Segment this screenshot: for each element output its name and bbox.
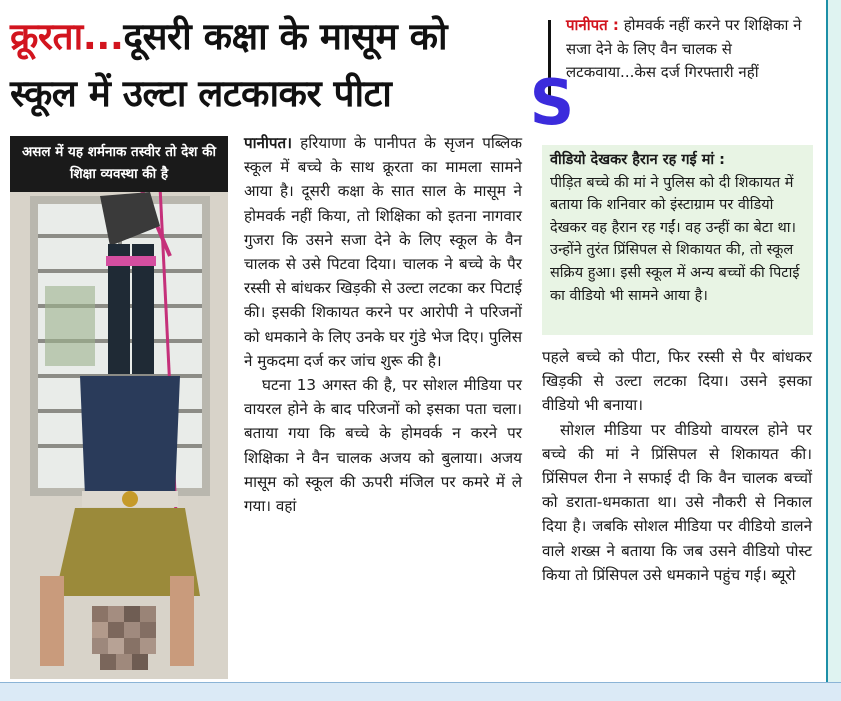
side-box-text: पीड़ित बच्चे की मां ने पुलिस को दी शिकायत में बताया कि शनिवार को इंस्टाग्राम पर वीडियो देखकर वह हैरान रह गईं। वह उन्हीं का बेटा था। उन्होंने तुरंत प्रिंसिपल से शिकायत की, तो स्कूल सक्रिय हुआ। इसी स्कूल में अन्य बच्चों की पिटाई का वीडियो भी सामने आया है। <box>550 174 800 304</box>
article-column-right <box>542 345 812 587</box>
s-logo-icon: S <box>529 66 575 139</box>
article-paragraph: घटना 13 अगस्त की है, पर सोशल मीडिया पर वायरल होने के बाद परिजनों को इसका पता चला। बताया गया कि बच्चे के होमवर्क न करने पर शिक्षिका ने वैन चालक अजय को बुलाया। अजय मासूम को स्कूल की ऊपरी मंजिल पर कमरे में ले गया। वहां <box>244 376 522 516</box>
article-paragraph: सोशल मीडिया पर वीडियो वायरल होने पर बच्चे की मां ने प्रिंसिपल से शिकायत की। प्रिंसिपल रीना ने सफाई दी कि वैन चालक बच्चों को डराता-धमकाता था। उसे नौकरी से निकाल दिया है। जबकि सोशल मीडिया पर वीडियो डालने वाले शख्स ने बताया कि जब उसने वीडियो पोस्ट किया तो प्रिंसिपल उसे धमकाने पहुंच गई। ब्यूरो <box>542 420 812 584</box>
teaser-summary <box>566 14 824 85</box>
article-column-middle <box>244 131 522 518</box>
headline-keyword: क्रूरता... <box>10 15 124 58</box>
side-box-title: वीडियो देखकर हैरान रह गई मां : <box>550 152 725 168</box>
photo-caption: असल में यह शर्मनाक तस्वीर तो देश की शिक्षा व्यवस्था की है <box>10 136 228 192</box>
page-bottom-band <box>0 682 841 701</box>
photo-illustration-icon <box>10 136 228 679</box>
article-dateline: पानीपत। <box>244 134 292 152</box>
article-paragraph <box>244 131 522 373</box>
headline-line2: स्कूल में उल्टा लटकाकर पीटा <box>10 72 392 115</box>
teaser-text: होमवर्क नहीं करने पर शिक्षिका ने सजा देने के लिए वैन चालक से लटकवाया...केस दर्ज गिरफ्तारी नहीं <box>566 16 802 81</box>
teaser-place: पानीपत : <box>566 16 619 34</box>
headline-line1: दूसरी कक्षा के मासूम को <box>123 15 448 58</box>
news-photo <box>10 136 228 679</box>
page-edge-border <box>826 0 841 690</box>
article-paragraph-text: हरियाणा के पानीपत के सृजन पब्लिक स्कूल में बच्चे के साथ क्रूरता का मामला सामने आया है। दूसरी कक्षा के सात साल के मासूम ने होमवर्क नहीं किया, तो शिक्षिका को इतना नागवार गुजरा कि उसने सजा देने के लिए स्कूल के वैन चालक से उसे पिटवा दिया। चालक ने बच्चे के पैर रस्सी से बांधकर खिड़की से उल्टा लटका कर पिटाई की। इसकी शिकायत करने पर आरोपी ने परिजनों को धमकाने के लिए उनके घर गुंडे भेज दिए। पुलिस ने मुकदमा दर्ज कर जांच शुरू की है। <box>244 134 523 370</box>
headline <box>10 8 535 122</box>
side-box <box>542 145 813 335</box>
article-paragraph: पहले बच्चे को पीटा, फिर रस्सी से पैर बांधकर खिड़की से उल्टा लटका दिया। उसने इसका वीडियो भी बनाया। <box>542 348 812 415</box>
